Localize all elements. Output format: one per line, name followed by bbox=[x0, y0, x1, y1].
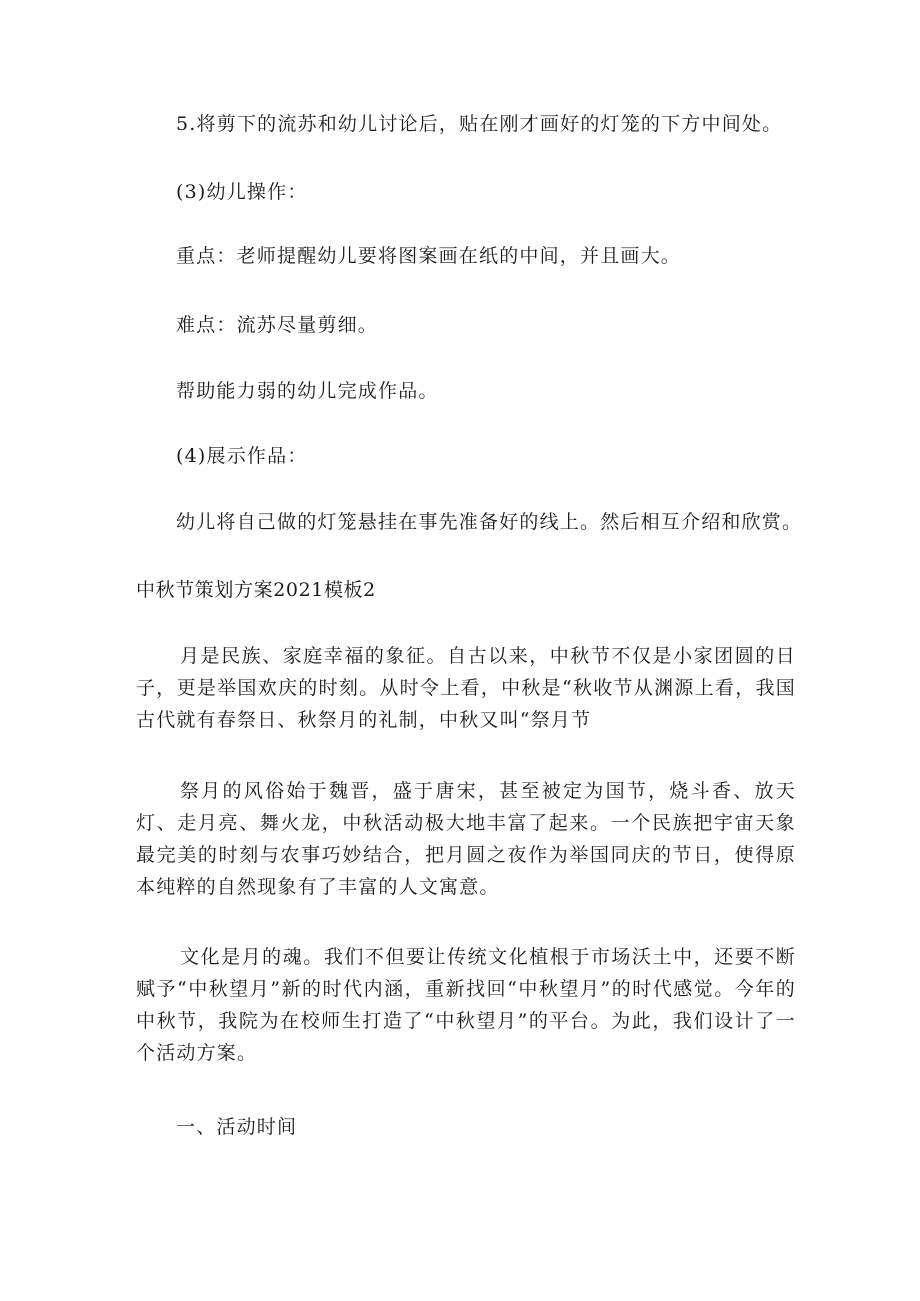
section-3-heading: (3)幼儿操作： bbox=[176, 181, 308, 203]
display-text: 幼儿将自己做的灯笼悬挂在事先准备好的线上。然后相互介绍和欣赏。 bbox=[176, 511, 803, 533]
section-one-heading: 一、活动时间 bbox=[176, 1116, 298, 1138]
help-text: 帮助能力弱的幼儿完成作品。 bbox=[176, 380, 439, 402]
section-4-heading: (4)展示作品： bbox=[176, 445, 308, 467]
key-point-text: 重点：老师提醒幼儿要将图案画在纸的中间，并且画大。 bbox=[176, 245, 682, 267]
paragraph-moon-custom: 祭月的风俗始于魏晋，盛于唐宋，甚至被定为国节，烧斗香、放天灯、走月亮、舞火龙，中秋活动极大地丰富了起来。一个民族把宇宙天象最完美的时刻与农事巧妙结合，把月圆之夜作为举国同庆的节日，使得原本纯粹的自然现象有了丰富的人文寓意。 bbox=[136, 780, 796, 898]
plan-title: 中秋节策划方案2021模板2 bbox=[136, 579, 376, 601]
paragraph-culture: 文化是月的魂。我们不但要让传统文化植根于市场沃土中，还要不断赋予“中秋望月”新的时代内涵，重新找回“中秋望月”的时代感觉。今年的中秋节，我院为在校师生打造了“中秋望月”的平台。为此，我们设计了一个活动方案。 bbox=[136, 946, 796, 1064]
step-5-text: 5.将剪下的流苏和幼儿讨论后，贴在刚才画好的灯笼的下方中间处。 bbox=[176, 113, 783, 135]
paragraph-moon-symbol: 月是民族、家庭幸福的象征。自古以来，中秋节不仅是小家团圆的日子，更是举国欢庆的时刻。从时令上看，中秋是“秋收节从渊源上看，我国古代就有春祭日、秋祭月的礼制，中秋又叫“祭月节 bbox=[136, 645, 796, 731]
difficulty-text: 难点：流苏尽量剪细。 bbox=[176, 314, 379, 336]
